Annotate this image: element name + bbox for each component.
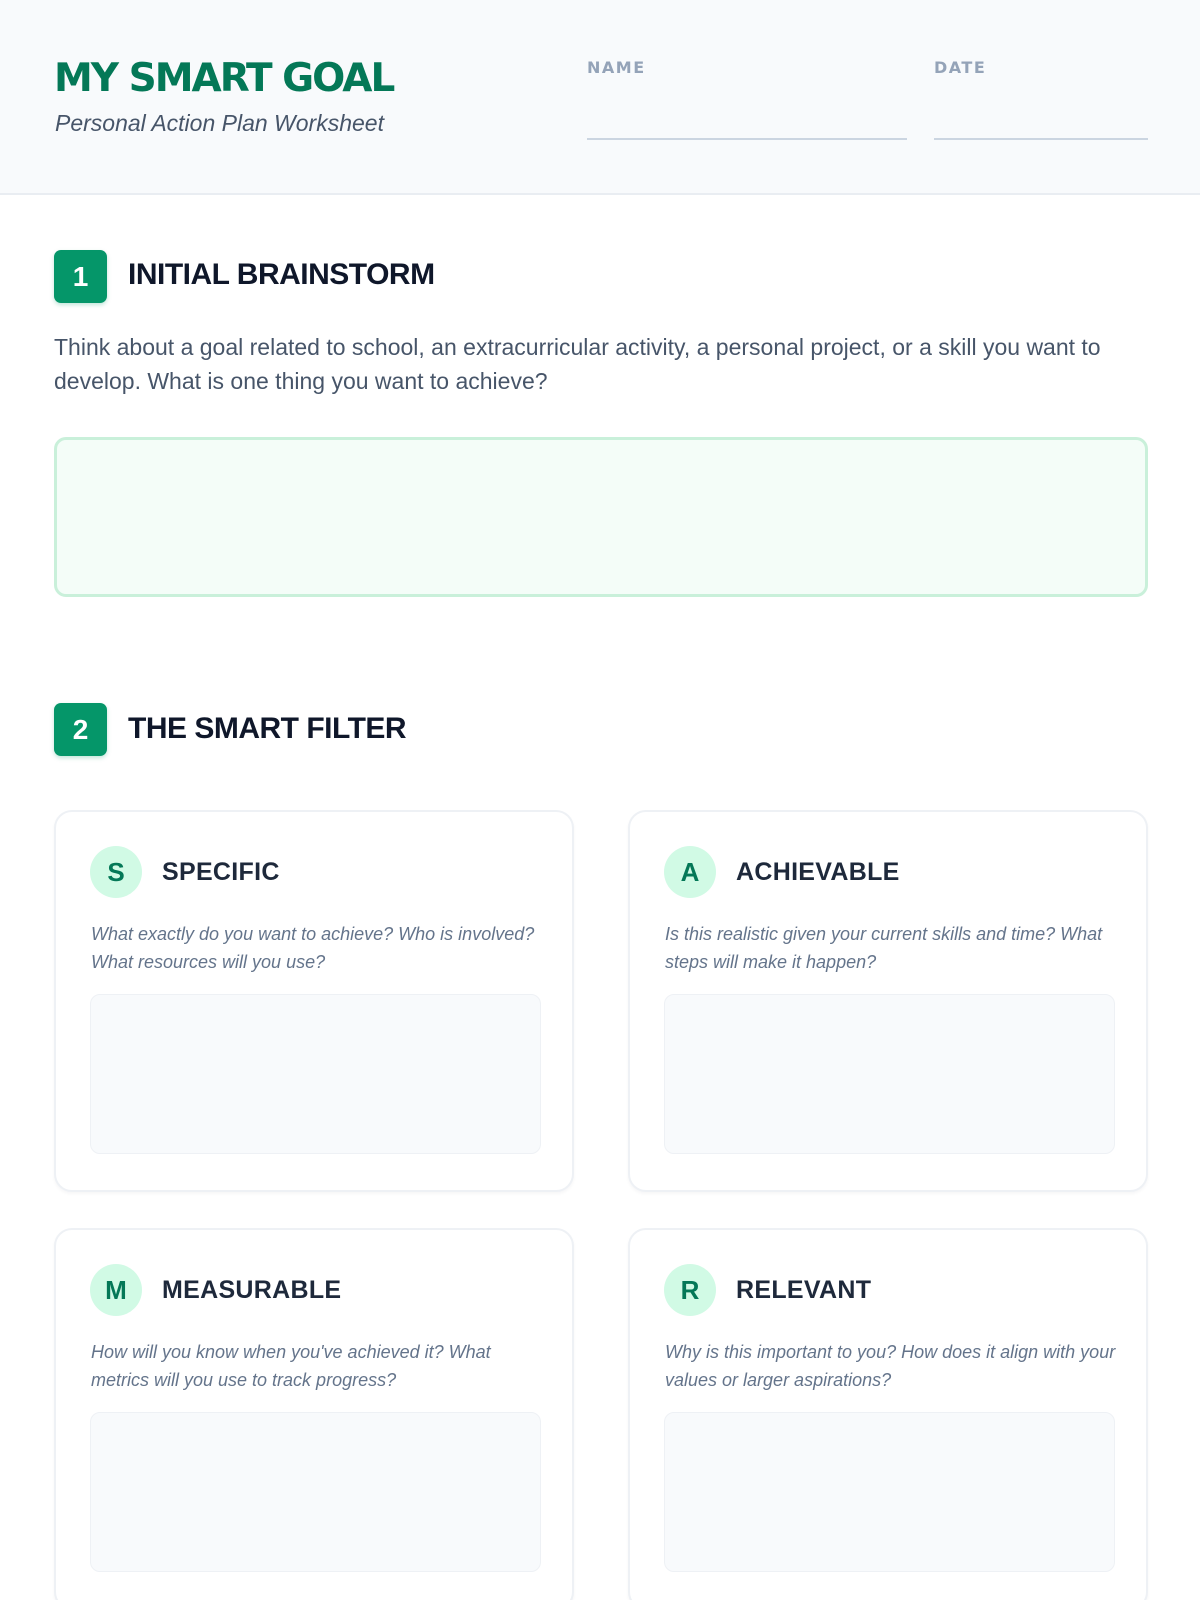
card-question: How will you know when you've achieved it? What metrics will you use to track progress? xyxy=(91,1342,491,1390)
brainstorm-prompt: Think about a goal related to school, an extracurricular activity, a personal project, or a skill you want to develop. What is one thing you want to achieve? xyxy=(54,334,1101,394)
section-title-smart-filter: THE SMART FILTER xyxy=(128,712,407,745)
section-number-badge: 1 xyxy=(54,250,107,303)
smart-card-measurable xyxy=(54,1228,574,1600)
letter-badge-a: A xyxy=(664,846,716,898)
card-question: Is this realistic given your current skills and time? What steps will make it happen? xyxy=(665,924,1103,972)
section-title-brainstorm: INITIAL BRAINSTORM xyxy=(128,258,435,291)
card-title: RELEVANT xyxy=(736,1276,872,1304)
card-title: ACHIEVABLE xyxy=(736,858,900,886)
letter-badge-m: M xyxy=(90,1264,142,1316)
card-question: Why is this important to you? How does it align with your values or larger aspirations? xyxy=(665,1342,1116,1390)
card-question: What exactly do you want to achieve? Who is involved? What resources will you use? xyxy=(91,924,535,972)
date-field[interactable] xyxy=(934,138,1148,140)
smart-card-achievable xyxy=(628,810,1148,1192)
worksheet-title: MY SMART GOAL xyxy=(54,56,394,101)
specific-answer-box[interactable] xyxy=(90,994,541,1154)
name-field[interactable] xyxy=(587,138,907,140)
brainstorm-answer-box[interactable] xyxy=(54,437,1148,597)
measurable-answer-box[interactable] xyxy=(90,1412,541,1572)
card-title: SPECIFIC xyxy=(162,858,280,886)
achievable-answer-box[interactable] xyxy=(664,994,1115,1154)
letter-badge-s: S xyxy=(90,846,142,898)
smart-card-relevant xyxy=(628,1228,1148,1600)
section-number-badge: 2 xyxy=(54,703,107,756)
worksheet-header xyxy=(0,0,1200,195)
relevant-answer-box[interactable] xyxy=(664,1412,1115,1572)
name-label: NAME xyxy=(587,58,646,77)
worksheet-subtitle: Personal Action Plan Worksheet xyxy=(55,110,384,136)
date-label: DATE xyxy=(934,58,987,77)
letter-badge-r: R xyxy=(664,1264,716,1316)
card-title: MEASURABLE xyxy=(162,1276,342,1304)
smart-card-specific xyxy=(54,810,574,1192)
